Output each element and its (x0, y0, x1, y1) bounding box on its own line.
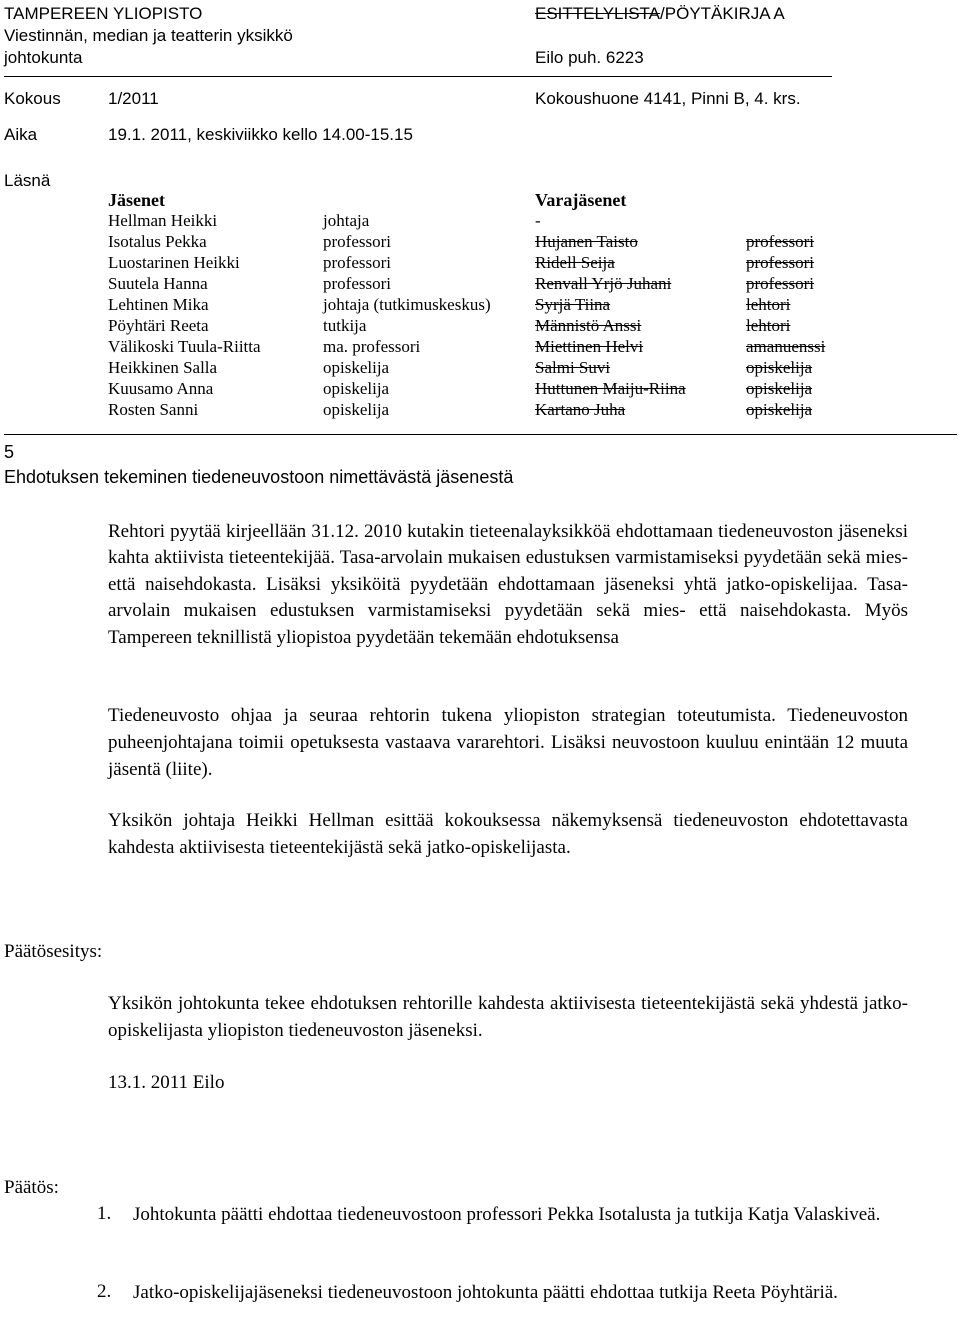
member-role: johtaja (323, 211, 370, 230)
deputy-role: opiskelija (746, 400, 813, 419)
member-name: Välikoski Tuula-Riitta (108, 337, 261, 356)
attendance-row (0, 378, 960, 399)
proposal-text: Yksikön johtokunta tekee ehdotuksen rehtorille kahdesta aktiivisesta tieteentekijästä sekä yhdestä jatko-opiskelijasta yliopiston tiedeneuvoston jäseneksi. (108, 993, 908, 1041)
deputies-header: Varajäsenet (535, 190, 627, 210)
member-name: Luostarinen Heikki (108, 253, 240, 272)
time-value: 19.1. 2011, keskiviikko kello 14.00-15.15 (108, 125, 413, 144)
members-header: Jäsenet (108, 190, 165, 210)
attendance-label: Läsnä (4, 171, 51, 190)
deputy-name: - (535, 211, 541, 230)
deputy-name: Miettinen Helvi (535, 337, 644, 356)
attendance-row (0, 399, 960, 420)
deputy-role: professori (746, 274, 814, 293)
paragraph-request: Rehtori pyytää kirjeellään 31.12. 2010 kutakin tieteenalayksikköä ehdottamaan tiedeneuvoston jäseneksi kahta aktiivista tieteentekijää. Tasa-arvolain mukaisen edustuksen varmistamiseksi pyydetään sekä mies- että naisehdokasta. Lisäksi yksiköitä pyydetään ehdottamaan jäseneksi yhtä jatko-opiskelijaa. Tasa-arvolain mukaisen edustuksen varmistamiseksi pyydetään sekä mies- että naisehdokasta. Myös Tampereen teknillistä yliopistoa pyydetään tekemään ehdotuksensa (108, 521, 908, 648)
deputy-role: professori (746, 253, 814, 272)
member-name: Heikkinen Salla (108, 358, 218, 377)
deputy-name: Huttunen Maiju-Riina (535, 379, 686, 398)
deputy-name: Hujanen Taisto (535, 232, 638, 251)
unit-name: Viestinnän, median ja teatterin yksikkö (4, 26, 293, 45)
contact-info: Eilo puh. 6223 (535, 48, 644, 67)
member-role: johtaja (tutkimuskeskus) (323, 295, 491, 314)
member-role: professori (323, 253, 391, 272)
meeting-room: Kokoushuone 4141, Pinni B, 4. krs. (535, 89, 801, 108)
member-role: tutkija (323, 316, 367, 335)
member-role: opiskelija (323, 379, 390, 398)
document-type (535, 3, 785, 25)
header-divider (4, 76, 832, 77)
attendance-row (0, 294, 960, 315)
deputy-name: Syrjä Tiina (535, 295, 611, 314)
decision-text: Jatko-opiskelijajäseneksi tiedeneuvostoon johtokunta päätti ehdottaa tutkija Reeta Pöyhtäriä. (133, 1282, 838, 1303)
deputy-role: professori (746, 232, 814, 251)
board-name: johtokunta (4, 48, 83, 67)
deputy-role: lehtori (746, 316, 791, 335)
deputy-name: Männistö Anssi (535, 316, 642, 335)
document-type-struck: ESITTELYLISTA (535, 4, 661, 23)
decision-number: 1. (97, 1203, 112, 1224)
deputy-role: opiskelija (746, 379, 813, 398)
member-name: Lehtinen Mika (108, 295, 209, 314)
member-name: Rosten Sanni (108, 400, 199, 419)
member-role: professori (323, 274, 391, 293)
deputy-role: amanuenssi (746, 337, 826, 356)
member-name: Suutela Hanna (108, 274, 208, 293)
item-number: 5 (4, 442, 15, 462)
member-role: opiskelija (323, 358, 390, 377)
proposal-label: Päätösesitys: (4, 941, 103, 962)
member-role: ma. professori (323, 337, 421, 356)
paragraph-director: Yksikön johtaja Heikki Hellman esittää kokouksessa näkemyksensä tiedeneuvoston ehdotettavasta kahdesta aktiivisesta tieteentekijästä sekä jatko-opiskelijasta. (108, 810, 908, 858)
document-type-rest: /PÖYTÄKIRJA A (660, 4, 785, 23)
time-label: Aika (4, 125, 38, 144)
proposal-signature: 13.1. 2011 Eilo (108, 1072, 225, 1093)
deputy-name: Renvall Yrjö Juhani (535, 274, 672, 293)
paragraph-council: Tiedeneuvosto ohjaa ja seuraa rehtorin tukena yliopiston strategian toteutumista. Tiedeneuvoston puheenjohtajana toimii opetuksesta vastaava vararehtori. Lisäksi neuvostoon kuuluu enintään 12 muuta jäsentä (liite). (108, 705, 908, 780)
member-name: Kuusamo Anna (108, 379, 214, 398)
member-role: professori (323, 232, 391, 251)
attendance-row (0, 336, 960, 357)
member-name: Pöyhtäri Reeta (108, 316, 209, 335)
attendance-row (0, 210, 960, 231)
item-title: Ehdotuksen tekeminen tiedeneuvostoon nimettävästä jäsenestä (4, 467, 514, 487)
deputy-role: lehtori (746, 295, 791, 314)
attendance-row (0, 357, 960, 378)
attendance-row (0, 252, 960, 273)
decision-text: Johtokunta päätti ehdottaa tiedeneuvostoon professori Pekka Isotalusta ja tutkija Katja Valaskiveä. (133, 1204, 881, 1225)
decision-number: 2. (97, 1281, 112, 1302)
deputy-name: Kartano Juha (535, 400, 626, 419)
attendance-row (0, 273, 960, 294)
org-name: TAMPEREEN YLIOPISTO (4, 4, 203, 23)
member-role: opiskelija (323, 400, 390, 419)
meeting-number: 1/2011 (108, 89, 159, 108)
deputy-name: Ridell Seija (535, 253, 615, 272)
decision-label: Päätös: (4, 1177, 59, 1198)
meeting-label: Kokous (4, 89, 61, 108)
member-name: Hellman Heikki (108, 211, 218, 230)
deputy-name: Salmi Suvi (535, 358, 611, 377)
section-divider (4, 434, 957, 435)
attendance-row (0, 315, 960, 336)
member-name: Isotalus Pekka (108, 232, 207, 251)
deputy-role: opiskelija (746, 358, 813, 377)
attendance-row (0, 231, 960, 252)
